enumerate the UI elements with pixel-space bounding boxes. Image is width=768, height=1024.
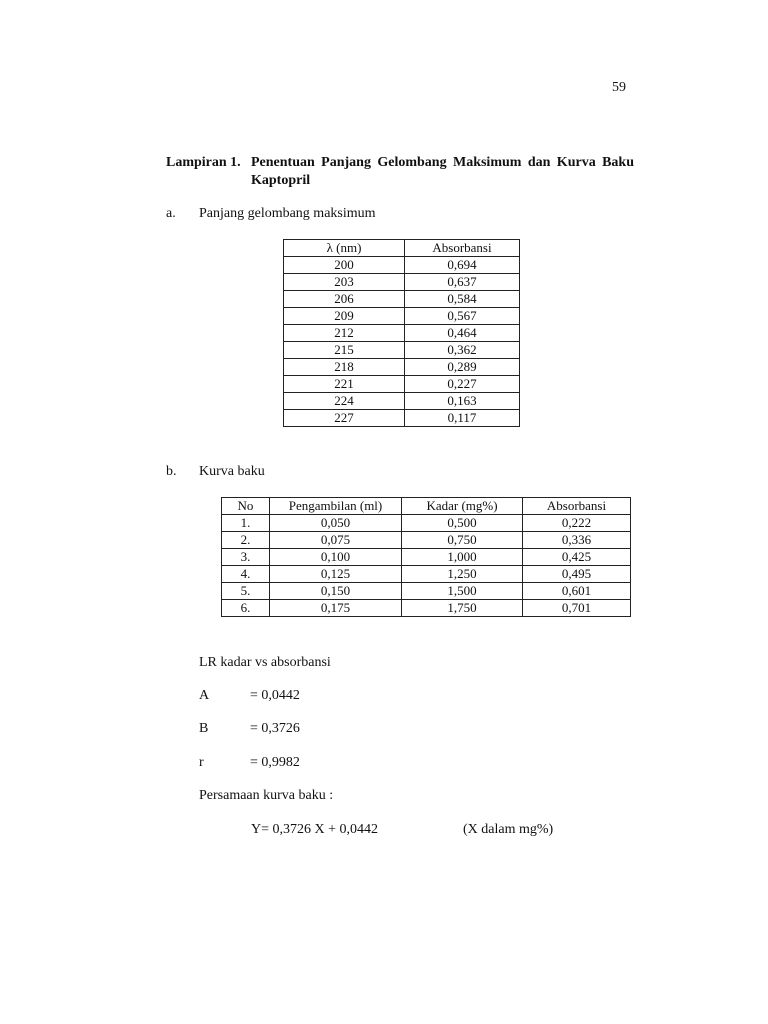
absorbance-cell: 0,117	[405, 410, 520, 427]
column-header-wavelength: λ (nm)	[284, 240, 405, 257]
appendix-title: Penentuan Panjang Gelombang Maksimum dan Kurva Baku Kaptopril	[251, 155, 634, 188]
concentration-cell: 1,750	[402, 600, 523, 617]
param-name: r	[199, 755, 204, 770]
absorbance-cell: 0,425	[523, 549, 631, 566]
column-header-volume: Pengambilan (ml)	[270, 498, 402, 515]
absorbance-cell: 0,601	[523, 583, 631, 600]
table-row	[222, 600, 631, 617]
absorbance-cell: 0,222	[523, 515, 631, 532]
param-name: A	[199, 688, 210, 703]
absorbance-cell: 0,227	[405, 376, 520, 393]
absorbance-cell: 0,694	[405, 257, 520, 274]
volume-cell: 0,125	[270, 566, 402, 583]
absorbance-cell: 0,336	[523, 532, 631, 549]
table-row	[284, 325, 520, 342]
absorbance-cell: 0,584	[405, 291, 520, 308]
wavelength-cell: 227	[284, 410, 405, 427]
table-row	[222, 532, 631, 549]
wavelength-table	[283, 239, 520, 427]
table-row	[222, 583, 631, 600]
column-header-absorbance: Absorbansi	[523, 498, 631, 515]
table-row	[284, 393, 520, 410]
table-row	[284, 342, 520, 359]
number-cell: 3.	[222, 549, 270, 566]
section-a-title: Panjang gelombang maksimum	[199, 206, 376, 221]
equation-label: Persamaan kurva baku :	[199, 788, 334, 803]
volume-cell: 0,050	[270, 515, 402, 532]
number-cell: 1.	[222, 515, 270, 532]
volume-cell: 0,150	[270, 583, 402, 600]
concentration-cell: 1,000	[402, 549, 523, 566]
absorbance-cell: 0,362	[405, 342, 520, 359]
param-value: = 0,3726	[250, 721, 300, 736]
absorbance-cell: 0,495	[523, 566, 631, 583]
column-header-concentration: Kadar (mg%)	[402, 498, 523, 515]
section-b-title: Kurva baku	[199, 464, 265, 479]
absorbance-cell: 0,163	[405, 393, 520, 410]
table-row	[284, 376, 520, 393]
wavelength-table-header-row	[284, 240, 520, 257]
volume-cell: 0,075	[270, 532, 402, 549]
wavelength-cell: 209	[284, 308, 405, 325]
standard-curve-table	[221, 497, 631, 617]
param-name: B	[199, 721, 209, 736]
table-row	[222, 549, 631, 566]
absorbance-cell: 0,637	[405, 274, 520, 291]
section-a-letter: a.	[166, 206, 176, 221]
column-header-absorbance: Absorbansi	[405, 240, 520, 257]
wavelength-cell: 221	[284, 376, 405, 393]
volume-cell: 0,175	[270, 600, 402, 617]
wavelength-cell: 200	[284, 257, 405, 274]
appendix-heading	[166, 154, 634, 190]
number-cell: 4.	[222, 566, 270, 583]
param-value: = 0,0442	[250, 688, 300, 703]
table-row	[284, 410, 520, 427]
number-cell: 6.	[222, 600, 270, 617]
wavelength-cell: 218	[284, 359, 405, 376]
param-value: = 0,9982	[250, 755, 300, 770]
table-row	[284, 257, 520, 274]
standard-curve-equation: Y= 0,3726 X + 0,0442	[251, 822, 379, 837]
absorbance-cell: 0,289	[405, 359, 520, 376]
absorbance-cell: 0,464	[405, 325, 520, 342]
table-row	[284, 291, 520, 308]
number-cell: 5.	[222, 583, 270, 600]
column-header-no: No	[222, 498, 270, 515]
absorbance-cell: 0,701	[523, 600, 631, 617]
table-row	[284, 308, 520, 325]
page-number: 59	[612, 80, 626, 95]
table-row	[222, 515, 631, 532]
number-cell: 2.	[222, 532, 270, 549]
regression-title: LR kadar vs absorbansi	[199, 655, 331, 670]
wavelength-cell: 215	[284, 342, 405, 359]
wavelength-cell: 203	[284, 274, 405, 291]
wavelength-cell: 224	[284, 393, 405, 410]
standard-curve-table-header-row	[222, 498, 631, 515]
wavelength-cell: 206	[284, 291, 405, 308]
table-row	[222, 566, 631, 583]
appendix-label: Lampiran 1.	[166, 155, 241, 170]
absorbance-cell: 0,567	[405, 308, 520, 325]
concentration-cell: 0,500	[402, 515, 523, 532]
table-row	[284, 274, 520, 291]
concentration-cell: 1,250	[402, 566, 523, 583]
concentration-cell: 1,500	[402, 583, 523, 600]
wavelength-cell: 212	[284, 325, 405, 342]
table-row	[284, 359, 520, 376]
section-b-letter: b.	[166, 464, 177, 479]
volume-cell: 0,100	[270, 549, 402, 566]
equation-unit-note: (X dalam mg%)	[463, 822, 554, 837]
concentration-cell: 0,750	[402, 532, 523, 549]
